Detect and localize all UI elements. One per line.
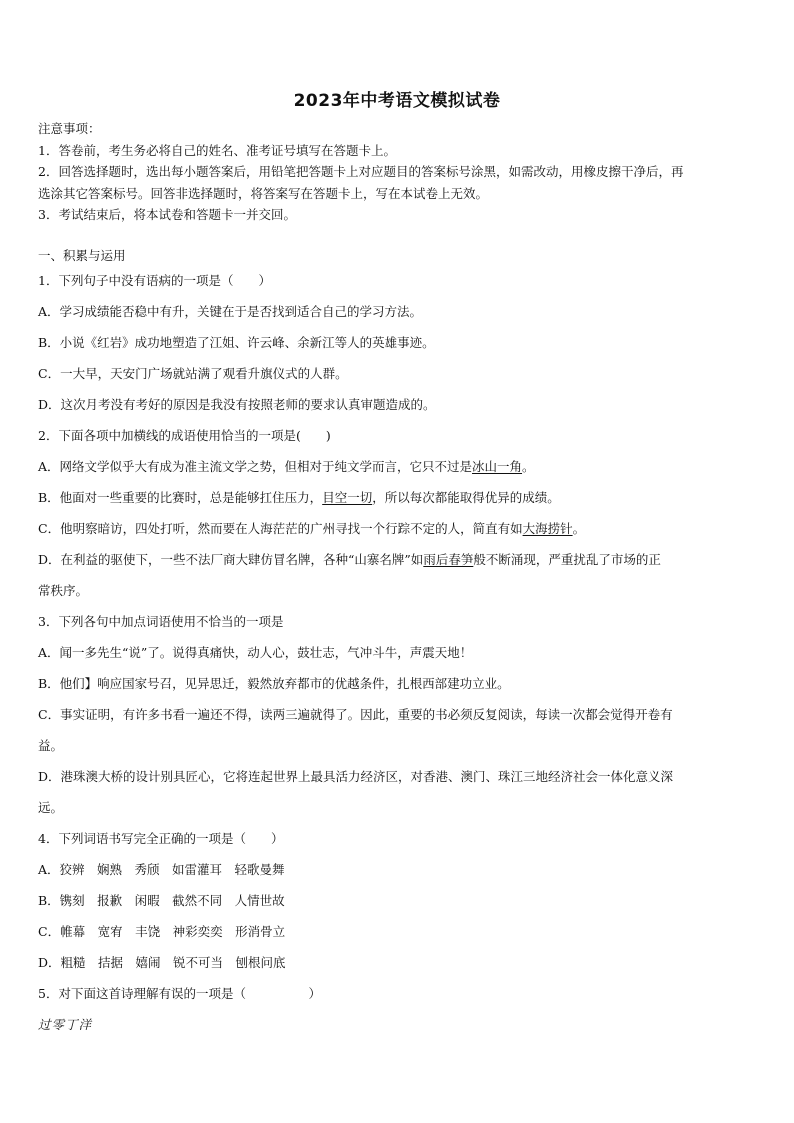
poem-title: 过零丁洋 [38, 1017, 93, 1032]
q3-option-c: C．事实证明，有许多书看一遍还不得，读两三遍就得了。因此，重要的书必须反复阅读，每读一次都会觉得开卷有 [38, 707, 673, 722]
page-title: 2023年中考语文模拟试卷 [293, 91, 501, 111]
q2-option-a [38, 459, 760, 475]
notice-heading: 注意事项： [38, 121, 101, 136]
q2-c-idiom: 大海捞针 [522, 521, 573, 536]
q2-option-d [38, 552, 760, 568]
q4-stem: 4．下列词语书写完全正确的一项是（ ） [38, 831, 284, 846]
q2-a-text: A．网络文学似乎大有成为准主流文学之势，但相对于纯文学而言，它只不过是 [38, 459, 473, 474]
q4-option-d: D．粗糙 拮据 嬉闹 锐不可当 刨根问底 [38, 955, 286, 970]
section-heading: 一、积累与运用 [38, 248, 126, 263]
q2-b-end: ，所以每次都能取得优异的成绩。 [372, 490, 560, 505]
q2-c-end: 。 [572, 521, 586, 536]
q2-a-end: 。 [522, 459, 535, 474]
q2-option-d-line-2: 常秩序。 [38, 583, 89, 598]
q1-stem: 1．下列句子中没有语病的一项是（ ） [38, 273, 271, 288]
q1-option-a: A．学习成绩能否稳中有升，关键在于是否找到适合自己的学习方法。 [38, 304, 423, 319]
q1-option-c: C．一大早，天安门广场就站满了观看升旗仪式的人群。 [38, 366, 348, 381]
q2-c-text: C．他明察暗访，四处打听，然而要在人海茫茫的广州寻找一个行踪不定的人，简直有如 [38, 521, 523, 536]
q2-option-b [38, 490, 760, 506]
q1-option-d: D．这次月考没有考好的原因是我没有按照老师的要求认真审题造成的。 [38, 397, 436, 412]
q3-option-b: B．他们】响应国家号召，见异思迁，毅然放弃都市的优越条件，扎根西部建功立业。 [38, 676, 510, 691]
q2-d-text: D．在利益的驱使下，一些不法厂商大肆仿冒名牌，各种“山寨名牌”如 [38, 552, 424, 567]
q2-d-end: 般不断涌现，严重扰乱了市场的正 [473, 552, 661, 567]
q3-option-d-line-2: 远。 [38, 800, 64, 815]
q4-option-b: B．镌刻 报歉 闲暇 截然不同 人情世故 [38, 893, 285, 908]
notice-item-3: 3．考试结束后，将本试卷和答题卡一并交回。 [38, 207, 296, 222]
q4-option-a: A．狡辨 娴熟 秀颀 如雷灌耳 轻歌曼舞 [38, 862, 285, 877]
q3-option-a: A．闻一多先生“说”了。说得真痛快，动人心，鼓壮志，气冲斗牛，声震天地！ [38, 645, 473, 660]
q2-d-idiom: 雨后春笋 [423, 552, 474, 567]
q2-a-idiom: 冰山一角 [472, 459, 523, 474]
q2-option-c [38, 521, 760, 537]
notice-item-2-line-2: 选涂其它答案标号。回答非选择题时，将答案写在答题卡上，写在本试卷上无效。 [38, 186, 489, 201]
q3-stem: 3．下列各句中加点词语使用不恰当的一项是 [38, 614, 284, 629]
q5-stem: 5．对下面这首诗理解有误的一项是（ ） [38, 986, 321, 1001]
q3-option-c-line-2: 益。 [38, 738, 64, 753]
q3-option-d: D．港珠澳大桥的设计别具匠心，它将连起世界上最具活力经济区，对香港、澳门、珠江三地经济社会一体化意义深 [38, 769, 674, 784]
q2-stem: 2．下面各项中加横线的成语使用恰当的一项是( ) [38, 428, 331, 443]
notice-item-1: 1．答卷前，考生务必将自己的姓名、准考证号填写在答题卡上。 [38, 143, 396, 158]
notice-item-2-line-1: 2．回答选择题时，选出每小题答案后，用铅笔把答题卡上对应题目的答案标号涂黑，如需改动，用橡皮擦干净后，再 [38, 164, 684, 179]
q2-b-text: B．他面对一些重要的比赛时，总是能够扛住压力， [38, 490, 323, 505]
q1-option-b: B．小说《红岩》成功地塑造了江姐、许云峰、余新江等人的英雄事迹。 [38, 335, 435, 350]
q4-option-c: C．帷幕 宽宥 丰饶 神彩奕奕 形消骨立 [38, 924, 286, 939]
q2-b-idiom: 目空一切 [322, 490, 373, 505]
